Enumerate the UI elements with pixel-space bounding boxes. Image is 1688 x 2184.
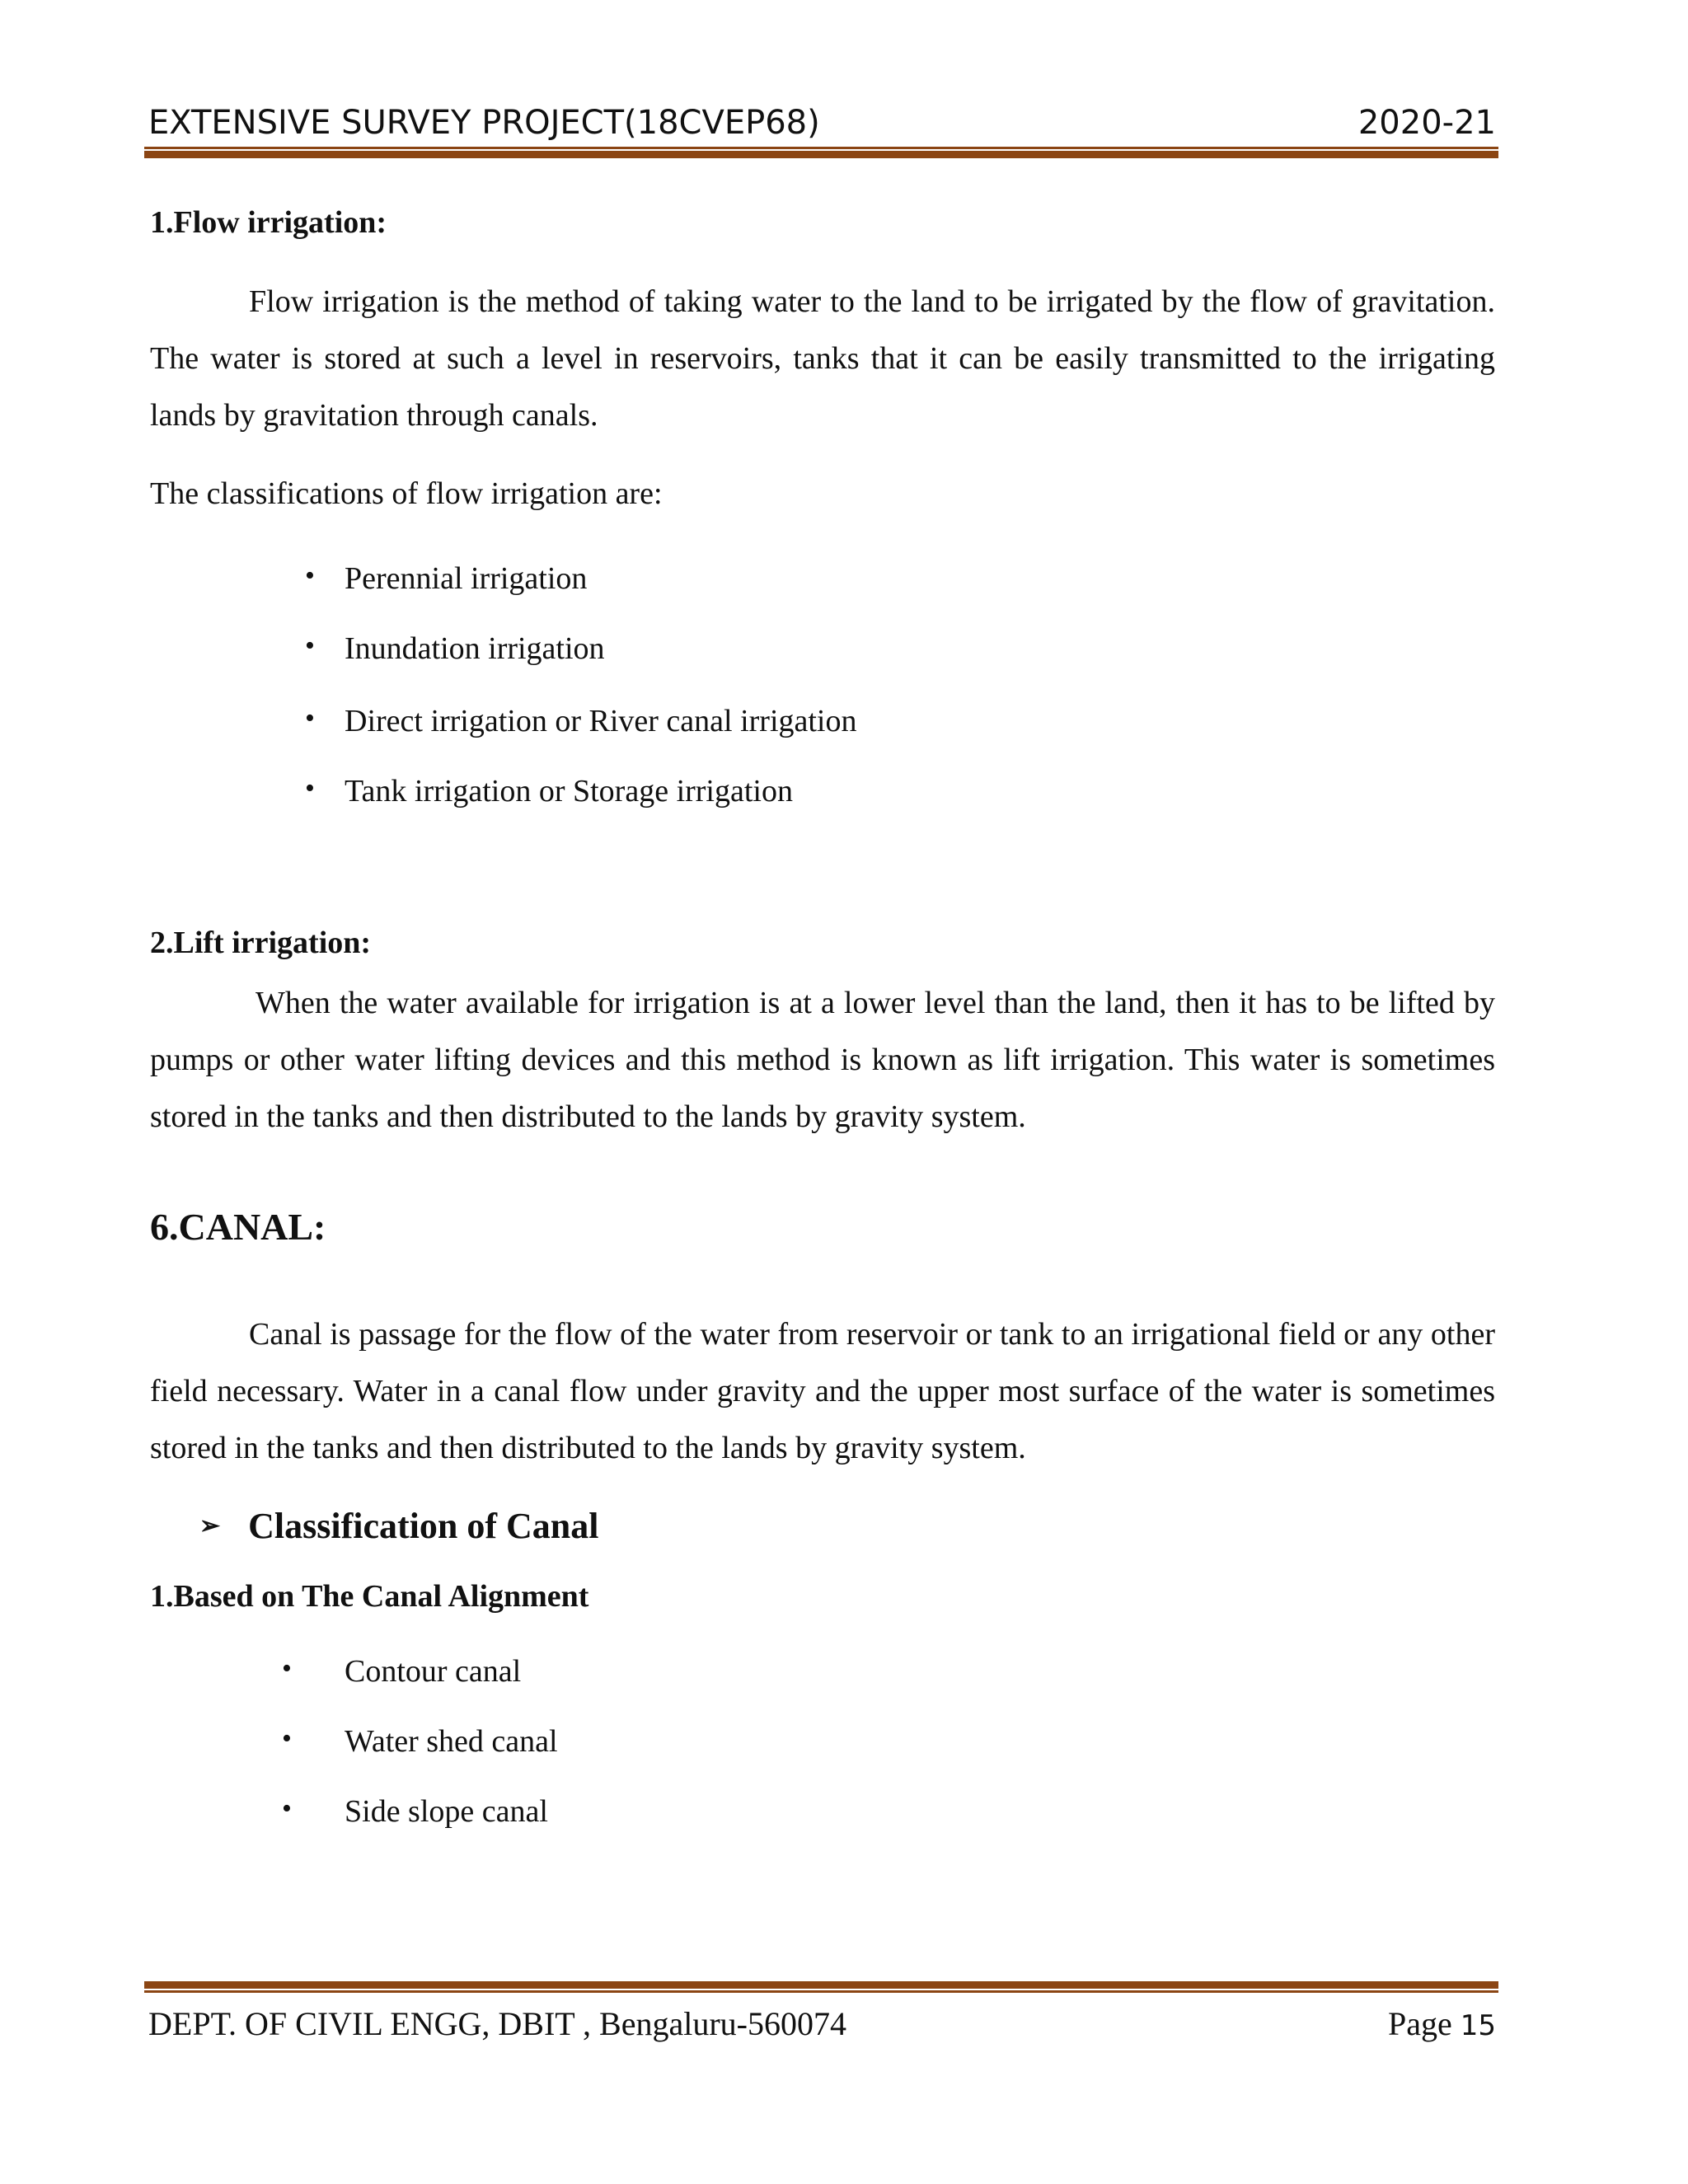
lift-irrigation-paragraph: When the water available for irrigation is at a lower level than the land, then it has to be lifted by pumps or other water lifting devices and this method is known as lift irrigation. This water is sometimes stored in the tanks and then distributed to the lands by gravity system. [150, 986, 1495, 1134]
bullet-icon: • [305, 773, 315, 804]
canal-paragraph: Canal is passage for the flow of the water from reservoir or tank to an irrigational field or any other field necessary. Water in a canal flow under gravity and the upper most surface of the water is sometimes stored in the tanks and then distributed to the lands by gravity system. [150, 1317, 1495, 1465]
footer-page [1388, 2004, 1496, 2043]
lift-irrigation-heading: 2.Lift irrigation: [150, 926, 372, 960]
footer-page-label: Page [1387, 2005, 1452, 2042]
header-rule-thick [144, 151, 1498, 158]
alignment-heading: 1.Based on The Canal Alignment [150, 1579, 589, 1614]
header-year: 2020-21 [1357, 104, 1496, 142]
flow-irrigation-intro: The classifications of flow irrigation are: [150, 476, 663, 511]
canal-heading: 6.CANAL: [150, 1206, 326, 1248]
list-item-text: Direct irrigation or River canal irrigation [345, 704, 857, 738]
page-header [148, 99, 1496, 150]
bullet-icon: • [282, 1653, 292, 1684]
header-rule-thin [144, 147, 1498, 149]
list-item-text: Tank irrigation or Storage irrigation [345, 774, 793, 808]
footer-dept: DEPT. OF CIVIL ENGG, DBIT , Bengaluru-560074 [148, 2005, 846, 2042]
arrow-bullet-icon: ➢ [199, 1512, 221, 1540]
classification-heading [199, 1505, 599, 1547]
footer-rule-thin [144, 1990, 1498, 1993]
list-item-text: Contour canal [345, 1654, 522, 1689]
list-item-text: Side slope canal [345, 1794, 548, 1829]
bullet-icon: • [305, 560, 315, 591]
classification-heading-text: Classification of Canal [248, 1506, 599, 1546]
flow-irrigation-heading: 1.Flow irrigation: [150, 205, 387, 240]
flow-irrigation-paragraph: Flow irrigation is the method of taking water to the land to be irrigated by the flow of gravitation. The water is stored at such a level in reservoirs, tanks that it can be easily transmitted to the irrigating lands by gravitation through canals. [150, 284, 1495, 433]
list-item-text: Inundation irrigation [345, 631, 605, 666]
header-title: EXTENSIVE SURVEY PROJECT(18CVEP68) [148, 104, 820, 142]
bullet-icon: • [305, 630, 315, 661]
bullet-icon: • [282, 1793, 292, 1824]
bullet-icon: • [282, 1723, 292, 1754]
page-number: 15 [1460, 2009, 1496, 2042]
bullet-icon: • [305, 703, 315, 733]
list-item-text: Perennial irrigation [345, 561, 588, 596]
footer-rule-thick [144, 1981, 1498, 1989]
list-item-text: Water shed canal [345, 1724, 558, 1759]
